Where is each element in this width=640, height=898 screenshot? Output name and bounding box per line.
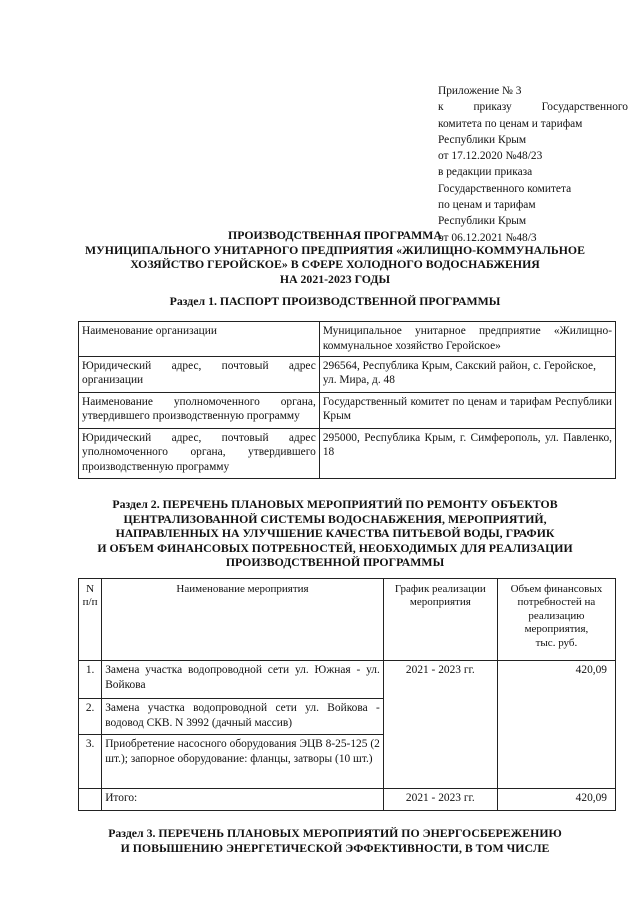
- appendix-line: в редакции приказа: [438, 166, 533, 179]
- section3-heading-line: Раздел 3. ПЕРЕЧЕНЬ ПЛАНОВЫХ МЕРОПРИЯТИЙ ПО ЭНЕРГОСБЕРЕЖЕНИЮ: [108, 826, 562, 840]
- appendix-line: комитета по ценам и тарифам: [438, 117, 583, 130]
- table-header-row: [79, 579, 616, 661]
- label-word: почтовый: [221, 359, 269, 372]
- passport-table: [78, 321, 616, 479]
- appendix-word: приказу: [473, 101, 512, 114]
- appendix-line: [438, 99, 628, 115]
- title-line: НА 2021-2023 ГОДЫ: [279, 271, 391, 286]
- label-word: органа,: [280, 395, 316, 408]
- label-word: уполномоченного: [173, 395, 260, 408]
- label-word: организации: [82, 374, 144, 387]
- label-word: Юридический: [82, 431, 152, 444]
- title-line: МУНИЦИПАЛЬНОГО УНИТАРНОГО ПРЕДПРИЯТИЯ «ЖИЛИЩНО-КОММУНАЛЬНОЕ: [85, 242, 585, 257]
- appendix-line: Государственного комитета: [438, 182, 572, 195]
- table-total-row: [79, 789, 616, 811]
- appendix-line: Приложение № 3: [438, 85, 522, 97]
- appendix-line: Республики Крым: [438, 215, 527, 228]
- label-word: производственную программу: [82, 461, 230, 474]
- column-header-finance: [497, 579, 615, 661]
- section2-heading: [60, 497, 610, 570]
- row-label: [79, 428, 320, 478]
- header-text: тыс. руб.: [535, 636, 578, 649]
- section2-heading-line: Раздел 2. ПЕРЕЧЕНЬ ПЛАНОВЫХ МЕРОПРИЯТИЙ ПО РЕМОНТУ ОБЪЕКТОВ: [112, 497, 558, 511]
- header-text: N: [86, 583, 95, 595]
- total-schedule: 2021 - 2023 гг.: [383, 789, 497, 811]
- row-name: Приобретение насосного оборудования ЭЦВ 8-25-125 (2 шт.); запорное оборудование: фланцы, затворы (10 шт.): [102, 735, 384, 789]
- row-label: [79, 392, 320, 428]
- label-word: уполномоченного: [82, 446, 168, 459]
- table-row: [79, 392, 616, 428]
- label-word: почтовый: [221, 431, 269, 444]
- row-name: Замена участка водопроводной сети ул. Южная - ул. Войкова: [102, 661, 384, 699]
- row-num: [79, 789, 102, 811]
- merged-schedule: 2021 - 2023 гг.: [383, 661, 497, 789]
- appendix-line: от 06.12.2021 №48/3: [438, 231, 537, 244]
- header-text: мероприятия,: [524, 623, 589, 636]
- label-word: адрес,: [171, 431, 202, 444]
- row-value: Муниципальное унитарное предприятие «Жилищно-коммунальное хозяйство Геройское»: [319, 322, 615, 357]
- row-label: [79, 356, 320, 392]
- row-value: 296564, Республика Крым, Сакский район, с. Геройское, ул. Мира, д. 48: [319, 356, 615, 392]
- label-word: утвердившего: [248, 446, 316, 459]
- table-row: [79, 322, 616, 357]
- section1-heading: [60, 294, 610, 309]
- section3-heading: [60, 826, 610, 855]
- header-text: реализацию: [528, 609, 585, 622]
- label-word: Юридический: [82, 359, 152, 372]
- title-line: ХОЗЯЙСТВО ГЕРОЙСКОЕ» В СФЕРЕ ХОЛОДНОГО ВОДОСНАБЖЕНИЯ: [130, 257, 540, 271]
- section2-heading-line: И ОБЪЕМ ФИНАНСОВЫХ ПОТРЕБНОСТЕЙ, НЕОБХОДИМЫХ ДЛЯ РЕАЛИЗАЦИИ: [97, 540, 573, 555]
- section2-heading-line: ПРОИЗВОДСТВЕННОЙ ПРОГРАММЫ: [225, 555, 445, 569]
- table-row: [79, 356, 616, 392]
- row-num: 3.: [79, 735, 102, 789]
- header-text: потребностей на: [517, 596, 596, 609]
- header-text: Объем финансовых: [510, 583, 603, 595]
- column-header-num: [79, 579, 102, 661]
- row-value: Государственный комитет по ценам и тарифам Республики Крым: [319, 392, 615, 428]
- activities-table: [78, 578, 616, 811]
- label-word: адрес: [288, 431, 316, 444]
- label-word: адрес,: [171, 359, 202, 372]
- document-title: [60, 228, 610, 286]
- appendix-line: по ценам и тарифам: [438, 199, 536, 212]
- header-text: мероприятия: [409, 596, 471, 609]
- row-label: Наименование организации: [79, 322, 320, 357]
- label-word: Наименование: [82, 395, 153, 408]
- appendix-line: от 17.12.2020 №48/23: [438, 150, 543, 163]
- title-line: ПРОИЗВОДСТВЕННАЯ ПРОГРАММА: [228, 228, 442, 242]
- label-word: органа,: [190, 446, 226, 459]
- header-text: п/п: [82, 596, 98, 609]
- section2-heading-line: НАПРАВЛЕННЫХ НА УЛУЧШЕНИЕ КАЧЕСТВА ПИТЬЕВОЙ ВОДЫ, ГРАФИК: [115, 526, 555, 540]
- label-word: утвердившего производственную программу: [82, 410, 300, 423]
- section3-heading-line: И ПОВЫШЕНИЮ ЭНЕРГЕТИЧЕСКОЙ ЭФФЕКТИВНОСТИ, В ТОМ ЧИСЛЕ: [120, 840, 550, 855]
- appendix-block: [438, 83, 628, 246]
- row-num: 1.: [79, 661, 102, 699]
- total-value: 420,09: [497, 789, 615, 811]
- header-text: График реализации: [394, 583, 486, 595]
- label-word: адрес: [288, 359, 316, 372]
- appendix-line: Республики Крым: [438, 133, 527, 146]
- row-num: 2.: [79, 699, 102, 735]
- column-header-schedule: [383, 579, 497, 661]
- merged-value: 420,09: [497, 661, 615, 789]
- table-row: [79, 661, 616, 699]
- column-header-name: Наименование мероприятия: [102, 579, 384, 661]
- section2-heading-line: ЦЕНТРАЛИЗОВАННОЙ СИСТЕМЫ ВОДОСНАБЖЕНИЯ, МЕРОПРИЯТИЙ,: [123, 511, 547, 526]
- table-row: [79, 428, 616, 478]
- appendix-word: к: [438, 101, 444, 114]
- section1-heading-text: Раздел 1. ПАСПОРТ ПРОИЗВОДСТВЕННОЙ ПРОГРАММЫ: [169, 294, 501, 308]
- row-value: 295000, Республика Крым, г. Симферополь, ул. Павленко, 18: [319, 428, 615, 478]
- row-name: Замена участка водопроводной сети ул. Войкова - водовод СКВ. N 3992 (дачный массив): [102, 699, 384, 735]
- appendix-word: Государственного: [541, 101, 628, 114]
- total-label: Итого:: [102, 789, 384, 811]
